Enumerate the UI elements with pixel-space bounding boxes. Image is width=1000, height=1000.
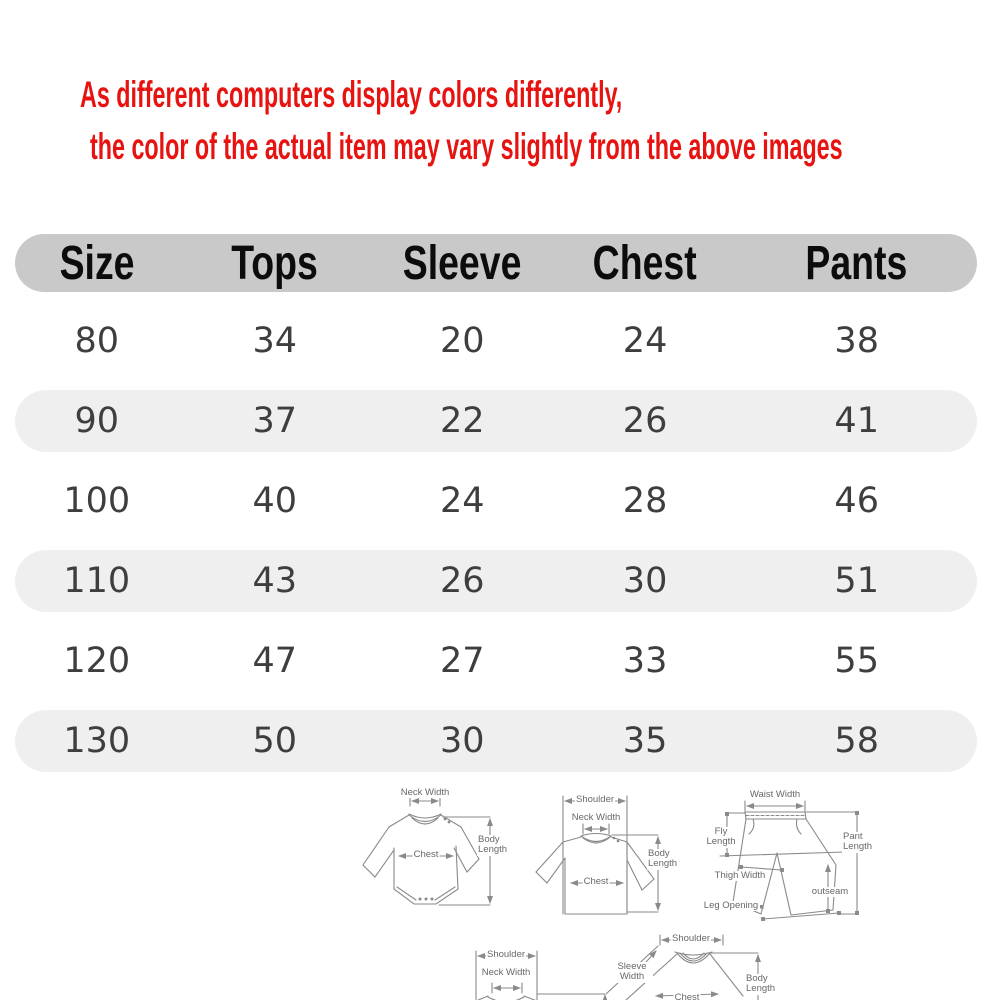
cell-sleeve: 30 (440, 721, 485, 761)
shorts-pant-length-label: Pant Length (842, 832, 882, 853)
bodysuit-measure-diagram (356, 788, 516, 916)
cell-pants: 46 (834, 481, 879, 521)
header-pants-label: Pants (805, 236, 908, 290)
cell-chest: 30 (622, 561, 668, 601)
table-row (15, 550, 977, 612)
header-tops (179, 236, 371, 291)
cell-chest: 33 (622, 641, 668, 681)
tshirt-measure-diagram (528, 792, 682, 918)
cell-chest: 35 (622, 721, 668, 761)
shirt-partial-shoulder-label: Shoulder (486, 949, 526, 960)
cell-tops: 43 (252, 561, 297, 601)
table-row (15, 630, 977, 692)
header-pants (736, 236, 977, 291)
cell-tops: 37 (252, 401, 297, 441)
header-size (15, 236, 179, 291)
tshirt-body-length-label: Body Length (647, 849, 687, 870)
header-chest (554, 236, 737, 291)
table-row (15, 390, 977, 452)
tshirt-chest-label: Chest (583, 876, 609, 887)
cell-tops: 40 (252, 481, 297, 521)
cell-sleeve: 27 (440, 641, 485, 681)
color-disclaimer-line-1: As different computers display colors differently, (80, 74, 623, 115)
table-row (15, 710, 977, 772)
shorts-waist-width-label: Waist Width (749, 789, 801, 800)
cell-sleeve: 24 (440, 481, 485, 521)
cell-sleeve: 22 (440, 401, 485, 441)
shirt-measure-diagram-partial (425, 950, 617, 1000)
shorts-outseam-label: outseam (811, 886, 849, 897)
tshirt-shoulder-label: Shoulder (575, 794, 615, 805)
raglan-chest-label: Chest (674, 993, 701, 1000)
bodysuit-chest-label: Chest (413, 849, 439, 860)
cell-size: 90 (74, 401, 120, 441)
cell-sleeve: 26 (440, 561, 485, 601)
raglan-body-length-label: Body Length (745, 974, 787, 995)
cell-size: 110 (63, 561, 131, 601)
header-chest-label: Chest (593, 236, 698, 290)
shorts-fly-length-label: Fly Length (704, 827, 738, 848)
tshirt-neck-width-label: Neck Width (571, 812, 621, 823)
size-table-header (15, 234, 977, 292)
cell-size: 100 (63, 481, 131, 521)
cell-chest: 28 (622, 481, 668, 521)
size-table (15, 234, 977, 772)
bodysuit-neck-width-label: Neck Width (400, 787, 450, 798)
shorts-measure-diagram (700, 790, 882, 930)
cell-tops: 50 (252, 721, 297, 761)
bodysuit-body-length-label: Body Length (477, 835, 517, 856)
shirt-partial-neck-width-label: Neck Width (481, 967, 531, 978)
table-row (15, 310, 977, 372)
header-size-label: Size (59, 236, 135, 290)
cell-chest: 26 (622, 401, 668, 441)
table-row (15, 470, 977, 532)
header-tops-label: Tops (231, 236, 319, 290)
raglan-measure-diagram-partial (606, 932, 798, 1000)
cell-pants: 55 (834, 641, 879, 681)
cell-pants: 58 (834, 721, 879, 761)
raglan-shoulder-label: Shoulder (671, 933, 711, 944)
cell-tops: 47 (252, 641, 297, 681)
raglan-sleeve-width-label: Sleeve Width (611, 962, 653, 983)
shorts-leg-opening-label: Leg Opening (703, 900, 759, 911)
color-disclaimer-line-2: the color of the actual item may vary slightly from the above images (90, 126, 843, 167)
cell-tops: 34 (252, 321, 297, 361)
cell-size: 130 (63, 721, 131, 761)
cell-size: 120 (63, 641, 131, 681)
cell-size: 80 (74, 321, 120, 361)
cell-sleeve: 20 (440, 321, 485, 361)
cell-pants: 38 (834, 321, 879, 361)
header-sleeve-label: Sleeve (402, 236, 522, 290)
cell-pants: 51 (834, 561, 879, 601)
header-sleeve (371, 236, 554, 291)
cell-pants: 41 (834, 401, 879, 441)
shorts-thigh-width-label: Thigh Width (714, 870, 766, 881)
cell-chest: 24 (622, 321, 668, 361)
